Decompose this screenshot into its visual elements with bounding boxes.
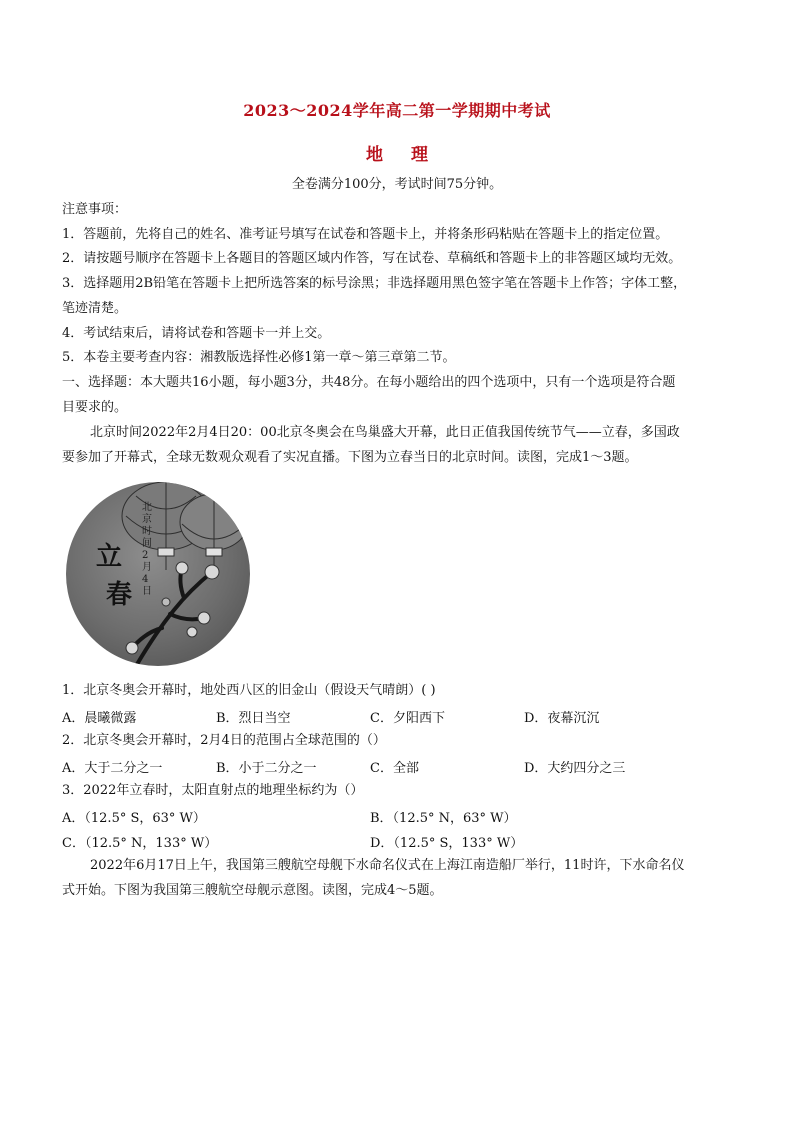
- section-heading: 一、选择题：本大题共16小题，每小题3分，共48分。在每小题给出的四个选项中，只有一个选项是符合题: [62, 375, 676, 390]
- lichun-illustration: [66, 482, 250, 666]
- lichun-char-li: 立: [96, 542, 123, 572]
- question-option: C．（12.5° N，133° W）: [62, 836, 218, 851]
- question-option: B．（12.5° N，63° W）: [370, 811, 517, 826]
- note-item: 4．考试结束后，请将试卷和答题卡一并上交。: [62, 326, 331, 341]
- note-item: 1．答题前，先将自己的姓名、准考证号填写在试卷和答题卡上，并将条形码粘贴在答题卡上的指定位置。: [62, 227, 669, 242]
- question-option: B．烈日当空: [216, 711, 291, 726]
- note-item: 笔迹清楚。: [62, 301, 128, 316]
- question-option: D．（12.5° S，133° W）: [370, 836, 524, 851]
- question-option: A．晨曦微露: [62, 711, 137, 726]
- passage-text-cont: 式开始。下图为我国第三艘航空母舰示意图。读图，完成4～5题。: [62, 883, 443, 898]
- passage-text: 北京时间2022年2月4日20：00北京冬奥会在鸟巢盛大开幕，此日正值我国传统节气——立春，多国政: [90, 425, 680, 440]
- question-option: D．大约四分之三: [524, 761, 626, 776]
- lichun-figure: [66, 482, 250, 666]
- passage-text-cont: 要参加了开幕式，全球无数观众观看了实况直播。下图为立春当日的北京时间。读图，完成1～3题。: [62, 450, 638, 465]
- question-option: A．（12.5° S，63° W）: [62, 811, 206, 826]
- lichun-char-chun: 春: [106, 580, 133, 610]
- note-item: 5．本卷主要考查内容：湘教版选择性必修1第一章～第三章第二节。: [62, 350, 456, 365]
- exam-title: 2023～2024学年高二第一学期期中考试: [243, 101, 551, 120]
- question-stem: 2．北京冬奥会开幕时，2月4日的范围占全球范围的（）: [62, 733, 386, 748]
- question-stem: 1．北京冬奥会开幕时，地处西八区的旧金山（假设天气晴朗）( ): [62, 683, 436, 698]
- vertical-date-text: 北京时间2月4日: [142, 502, 152, 597]
- question-stem: 3．2022年立春时，太阳直射点的地理坐标约为（）: [62, 783, 364, 798]
- question-option: A．大于二分之一: [62, 761, 163, 776]
- question-option: C．夕阳西下: [370, 711, 445, 726]
- passage-text: 2022年6月17日上午，我国第三艘航空母舰下水命名仪式在上海江南造船厂举行，11时许，下水命名仪: [90, 858, 685, 873]
- subject-title: 地理: [366, 145, 456, 165]
- exam-info: 全卷满分100分，考试时间75分钟。: [291, 177, 503, 192]
- notes-heading: 注意事项：: [62, 202, 128, 217]
- note-item: 3．选择题用2B铅笔在答题卡上把所选答案的标号涂黑；非选择题用黑色签字笔在答题卡上作答；字体工整，: [62, 276, 687, 291]
- section-heading-cont: 目要求的。: [62, 400, 128, 415]
- question-option: B．小于二分之一: [216, 761, 317, 776]
- lantern-icon: [180, 494, 248, 574]
- note-item: 2．请按题号顺序在答题卡上各题目的答题区域内作答，写在试卷、草稿纸和答题卡上的非答题区域均无效。: [62, 251, 682, 266]
- question-option: D．夜幕沉沉: [524, 711, 600, 726]
- question-option: C．全部: [370, 761, 419, 776]
